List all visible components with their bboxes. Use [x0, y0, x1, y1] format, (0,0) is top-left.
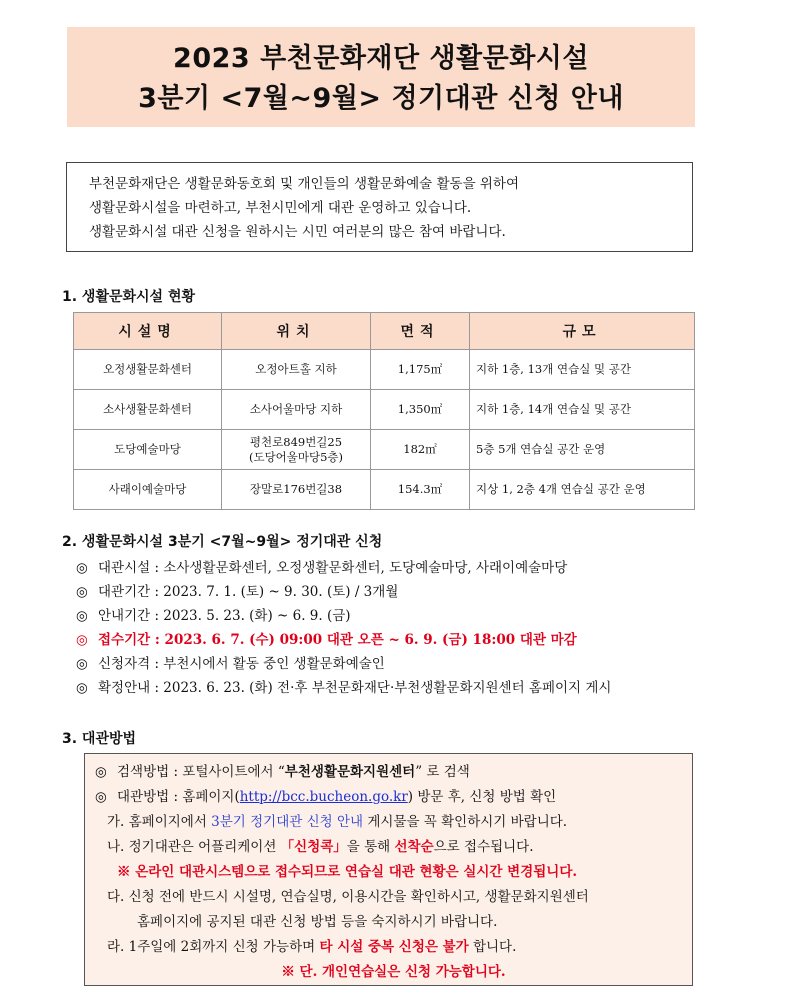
table-header-row	[74, 313, 695, 350]
application-info-list	[76, 556, 611, 700]
location-main: 평천로849번길25	[249, 434, 343, 449]
double-circle-bullet-icon: ◎	[76, 632, 88, 648]
info-text: 대관기간 : 2023. 7. 1. (토) ~ 9. 30. (토) / 3개월	[98, 584, 399, 600]
header-name: 시설명	[74, 313, 222, 350]
intro-line: 부천문화재단은 생활문화동호회 및 개인들의 생활문화예술 활동을 위하여	[89, 176, 520, 192]
list-item	[76, 604, 611, 628]
search-text-end: ” 로 검색	[415, 764, 470, 780]
info-text: 접수기간 : 2023. 6. 7. (수) 09:00 대관 오픈 ~ 6. 9. (금) 18:00 대관 마감	[98, 632, 577, 648]
search-method	[95, 760, 692, 785]
header-scale: 규모	[470, 313, 695, 350]
rental-method-box	[84, 753, 693, 986]
title-line-1: 2023 부천문화재단 생활문화시설	[173, 43, 589, 74]
cell-location: 장말로176번길38	[222, 470, 371, 510]
step-da-line2: 홈페이지에 공지된 대관 신청 방법 등을 숙지하시기 바랍니다.	[137, 914, 498, 930]
info-text: 확정안내 : 2023. 6. 23. (화) 전·후 부천문화재단·부천생활문화지원센터 홈페이지 게시	[98, 680, 612, 696]
cell-name: 도당예술마당	[74, 430, 222, 470]
step-text-mid: 을 통해	[346, 839, 395, 855]
cell-location: 소사어울마당 지하	[222, 390, 371, 430]
header-area: 면적	[371, 313, 470, 350]
cell-name: 오정생활문화센터	[74, 350, 222, 390]
double-circle-bullet-icon: ◎	[76, 584, 88, 600]
info-text: 안내기간 : 2023. 5. 23. (화) ~ 6. 9. (금)	[98, 608, 351, 624]
intro-box	[66, 162, 693, 252]
list-item	[76, 676, 611, 700]
step-na	[95, 835, 692, 860]
app-name: 「신청콕」	[280, 839, 347, 855]
cell-scale: 지상 1, 2층 4개 연습실 공간 운영	[470, 470, 695, 510]
double-circle-bullet-icon: ◎	[76, 560, 88, 576]
list-item	[76, 556, 611, 580]
cell-area: 182㎡	[371, 430, 470, 470]
cell-area: 1,175㎡	[371, 350, 470, 390]
double-circle-bullet-icon: ◎	[76, 656, 88, 672]
list-item	[76, 580, 611, 604]
cell-scale: 지하 1층, 13개 연습실 및 공간	[470, 350, 695, 390]
step-text: 가. 홈페이지에서	[107, 814, 212, 830]
duplicate-warning: 타 시설 중복 신청은 불가	[319, 939, 469, 955]
step-text-end: 으로 접수됩니다.	[433, 839, 534, 855]
cell-area: 154.3㎡	[371, 470, 470, 510]
table-row	[74, 390, 695, 430]
step-text-end: 합니다.	[468, 939, 517, 955]
search-keyword: 부천생활문화지원센터	[284, 764, 416, 780]
cell-name: 사래이예술마당	[74, 470, 222, 510]
intro-line: 생활문화시설 대관 신청을 원하시는 시민 여러분의 많은 참여 바랍니다.	[89, 224, 506, 240]
cell-name: 소사생활문화센터	[74, 390, 222, 430]
cell-scale: 지하 1층, 14개 연습실 및 공간	[470, 390, 695, 430]
header-location: 위치	[222, 313, 371, 350]
step-text-end: 게시물을 꼭 확인하시기 바랍니다.	[363, 814, 568, 830]
info-text: 대관시설 : 소사생활문화센터, 오정생활문화센터, 도당예술마당, 사래이예술마당	[98, 560, 568, 576]
cell-scale: 5층 5개 연습실 공간 운영	[470, 430, 695, 470]
facility-table	[73, 312, 695, 510]
double-circle-bullet-icon: ◎	[76, 680, 88, 696]
title-banner	[67, 27, 695, 127]
step-ga	[95, 810, 692, 835]
cell-area: 1,350㎡	[371, 390, 470, 430]
rental-method	[95, 785, 692, 810]
method-text-end: ) 방문 후, 신청 방법 확인	[407, 789, 557, 805]
cell-location	[222, 430, 371, 470]
section-2-heading: 2. 생활문화시설 3분기 <7월~9월> 정기대관 신청	[62, 534, 383, 550]
list-item-highlight	[76, 628, 611, 652]
search-text: 검색방법 : 포털사이트에서 “	[117, 764, 285, 780]
section-3-heading: 3. 대관방법	[62, 731, 137, 747]
personal-room-notice: ※ 단. 개인연습실은 신청 가능합니다.	[281, 964, 506, 980]
double-circle-bullet-icon: ◎	[95, 764, 107, 780]
table-row	[74, 470, 695, 510]
cell-location: 오정아트홀 지하	[222, 350, 371, 390]
title-line-2: 3분기 <7월~9월> 정기대관 신청 안내	[138, 83, 624, 114]
double-circle-bullet-icon: ◎	[76, 608, 88, 624]
realtime-notice: ※ 온라인 대관시스템으로 접수되므로 연습실 대관 현황은 실시간 변경됩니다.	[117, 864, 578, 880]
step-da-line1: 다. 신청 전에 반드시 시설명, 연습실명, 이용시간을 확인하시고, 생활문화지원센터	[107, 889, 589, 905]
notice-post-title: 3분기 정기대관 신청 안내	[211, 814, 364, 830]
first-come-label: 선착순	[394, 839, 434, 855]
step-text: 라. 1주일에 2회까지 신청 가능하며	[107, 939, 320, 955]
list-item	[76, 652, 611, 676]
method-text: 대관방법 : 홈페이지(	[117, 789, 240, 805]
homepage-link[interactable]: http://bcc.bucheon.go.kr	[239, 789, 408, 805]
step-ra	[95, 935, 692, 960]
step-text: 나. 정기대관은 어플리케이션	[107, 839, 281, 855]
section-1-heading: 1. 생활문화시설 현황	[62, 289, 195, 305]
table-row	[74, 430, 695, 470]
double-circle-bullet-icon: ◎	[95, 789, 107, 805]
intro-line: 생활문화시설을 마련하고, 부천시민에게 대관 운영하고 있습니다.	[89, 200, 472, 216]
table-row	[74, 350, 695, 390]
location-sub: (도당어울마당5층)	[248, 449, 344, 464]
info-text: 신청자격 : 부천시에서 활동 중인 생활문화예술인	[98, 656, 385, 672]
